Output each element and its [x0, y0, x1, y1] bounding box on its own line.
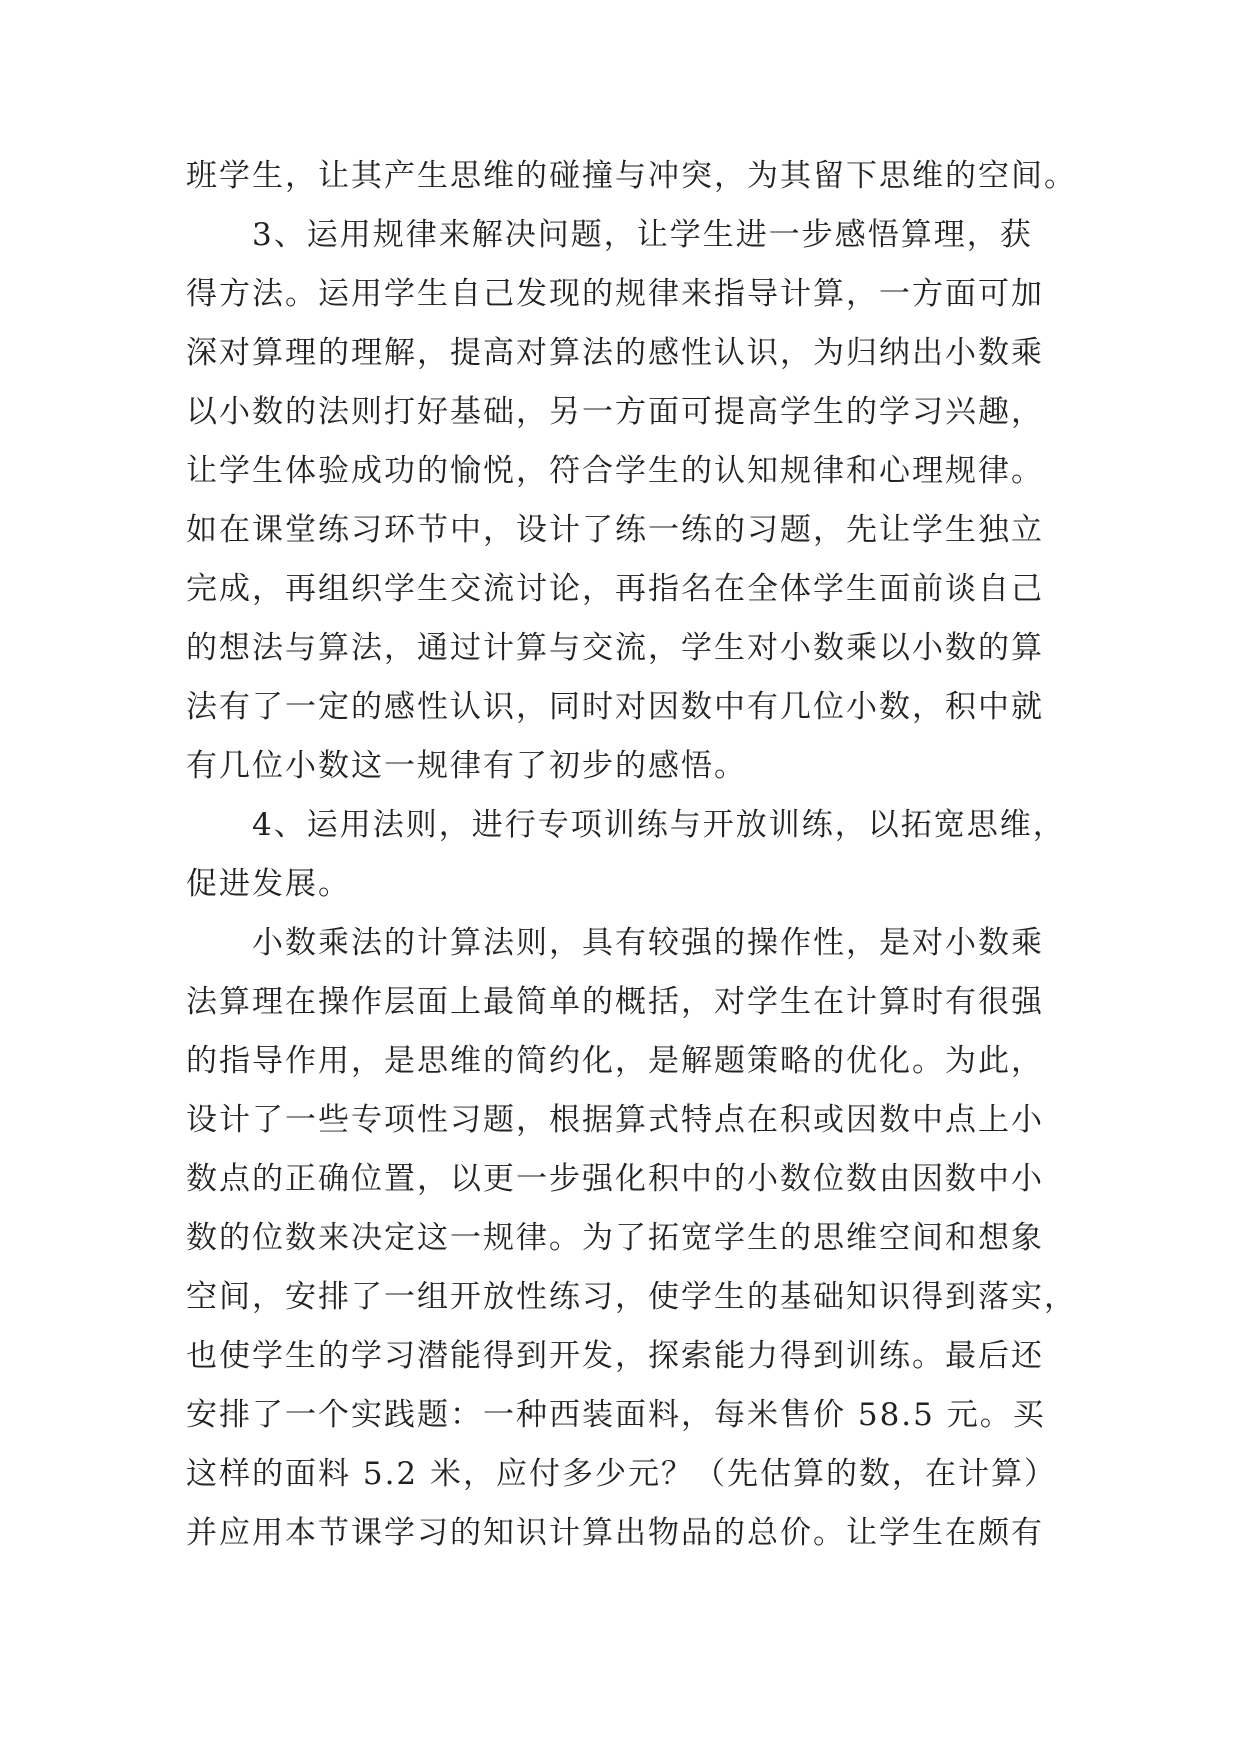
text-line: 也使学生的学习潜能得到开发，探索能力得到训练。最后还 — [186, 1338, 1044, 1374]
text-line: 有几位小数这一规律有了初步的感悟。 — [186, 748, 747, 784]
text-line: 空间，安排了一组开放性练习，使学生的基础知识得到落实， — [186, 1279, 1077, 1315]
text-line: 的指导作用，是思维的简约化，是解题策略的优化。为此， — [186, 1043, 1044, 1079]
text-line: 4、运用法则，进行专项训练与开放训练，以拓宽思维， — [252, 807, 1066, 843]
text-line: 深对算理的理解，提高对算法的感性认识，为归纳出小数乘 — [186, 335, 1044, 371]
text-line: 的想法与算法，通过计算与交流，学生对小数乘以小数的算 — [186, 630, 1044, 666]
text-line: 3、运用规律来解决问题，让学生进一步感悟算理，获 — [252, 217, 1033, 253]
text-line: 法算理在操作层面上最简单的概括，对学生在计算时有很强 — [186, 984, 1044, 1020]
text-line: 安排了一个实践题：一种西装面料，每米售价 58.5 元。买 — [186, 1397, 1046, 1433]
text-line: 促进发展。 — [186, 866, 351, 902]
text-line: 让学生体验成功的愉悦，符合学生的认知规律和心理规律。 — [186, 453, 1044, 489]
text-line: 设计了一些专项性习题，根据算式特点在积或因数中点上小 — [186, 1102, 1044, 1138]
text-line: 完成，再组织学生交流讨论，再指名在全体学生面前谈自己 — [186, 571, 1044, 607]
text-line: 班学生，让其产生思维的碰撞与冲突，为其留下思维的空间。 — [186, 158, 1077, 194]
text-line: 数点的正确位置，以更一步强化积中的小数位数由因数中小 — [186, 1161, 1044, 1197]
text-line: 这样的面料 5.2 米，应付多少元？（先估算的数，在计算） — [186, 1456, 1058, 1492]
text-line: 以小数的法则打好基础，另一方面可提高学生的学习兴趣， — [186, 394, 1044, 430]
text-line: 如在课堂练习环节中，设计了练一练的习题，先让学生独立 — [186, 512, 1044, 548]
text-line: 得方法。运用学生自己发现的规律来指导计算，一方面可加 — [186, 276, 1044, 312]
text-line: 法有了一定的感性认识，同时对因数中有几位小数，积中就 — [186, 689, 1044, 725]
text-line: 数的位数来决定这一规律。为了拓宽学生的思维空间和想象 — [186, 1220, 1044, 1256]
text-line: 并应用本节课学习的知识计算出物品的总价。让学生在颇有 — [186, 1515, 1044, 1551]
text-line: 小数乘法的计算法则，具有较强的操作性，是对小数乘 — [252, 925, 1044, 961]
